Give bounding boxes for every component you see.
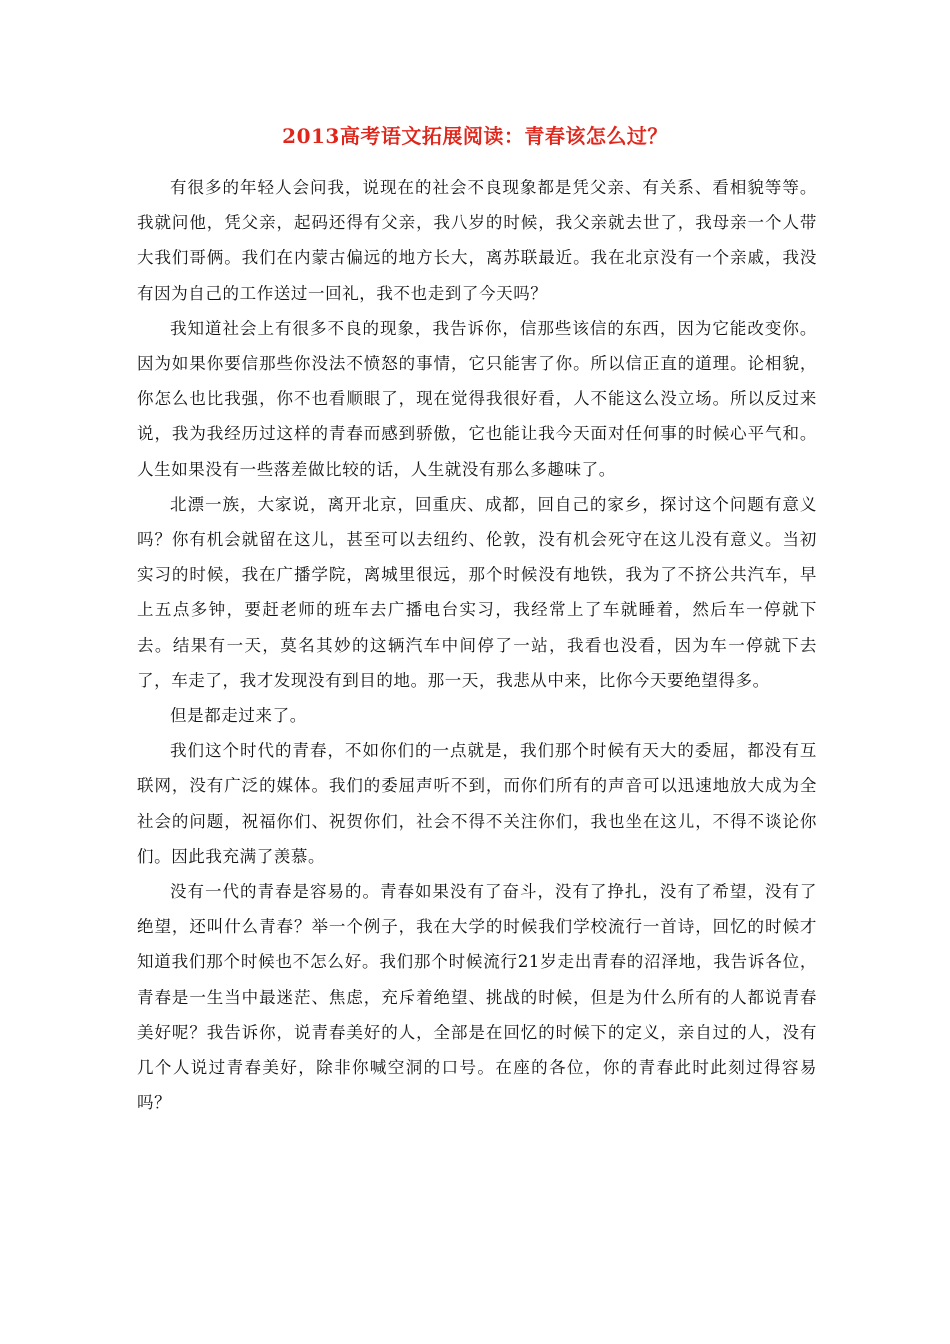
paragraph-4: 但是都走过来了。: [170, 706, 307, 726]
document-title: 2013高考语文拓展阅读：青春该怎么过？: [282, 124, 668, 148]
paragraph-1: 有很多的年轻人会问我，说现在的社会不良现象都是凭父亲、有关系、看相貌等等。我就问他，凭父亲，起码还得有父亲，我八岁的时候，我父亲就去世了，我母亲一个人带大我们哥俩。我们在内蒙古偏远的地方长大，离苏联最近。我在北京没有一个亲戚，我没有因为自己的工作送过一回礼，我不也走到了今天吗？: [137, 178, 817, 303]
paragraph-2: 我知道社会上有很多不良的现象，我告诉你，信那些该信的东西，因为它能改变你。因为如果你要信那些你没法不愤怒的事情，它只能害了你。所以信正直的道理。论相貌，你怎么也比我强，你不也看顺眼了，现在觉得我很好看，人不能这么没立场。所以反过来说，我为我经历过这样的青春而感到骄傲，它也能让我今天面对任何事的时候心平气和。人生如果没有一些落差做比较的话，人生就没有那么多趣味了。: [137, 318, 817, 479]
paragraph-3: 北漂一族，大家说，离开北京，回重庆、成都，回自己的家乡，探讨这个问题有意义吗？你有机会就留在这儿，甚至可以去纽约、伦敦，没有机会死守在这儿没有意义。当初实习的时候，我在广播学院，离城里很远，那个时候没有地铁，我为了不挤公共汽车，早上五点多钟，要赶老师的班车去广播电台实习，我经常上了车就睡着，然后车一停就下去。结果有一天，莫名其妙的这辆汽车中间停了一站，我看也没看，因为车一停就下去了，车走了，我才发现没有到目的地。那一天，我悲从中来，比你今天要绝望得多。: [137, 494, 817, 690]
paragraph-5: 我们这个时代的青春，不如你们的一点就是，我们那个时候有天大的委屈，都没有互联网，没有广泛的媒体。我们的委屈声听不到，而你们所有的声音可以迅速地放大成为全社会的问题，祝福你们、祝贺你们，社会不得不关注你们，我也坐在这儿，不得不谈论你们。因此我充满了羡慕。: [137, 741, 817, 866]
paragraph-6: 没有一代的青春是容易的。青春如果没有了奋斗，没有了挣扎，没有了希望，没有了绝望，还叫什么青春？举一个例子，我在大学的时候我们学校流行一首诗，回忆的时候才知道我们那个时候也不怎么好。我们那个时候流行21岁走出青春的沼泽地，我告诉各位，青春是一生当中最迷茫、焦虑，充斥着绝望、挑战的时候，但是为什么所有的人都说青春美好呢？我告诉你，说青春美好的人，全部是在回忆的时候下的定义，亲自过的人，没有几个人说过青春美好，除非你喊空洞的口号。在座的各位，你的青春此时此刻过得容易吗？: [137, 882, 817, 1113]
article-body: [137, 170, 817, 1120]
